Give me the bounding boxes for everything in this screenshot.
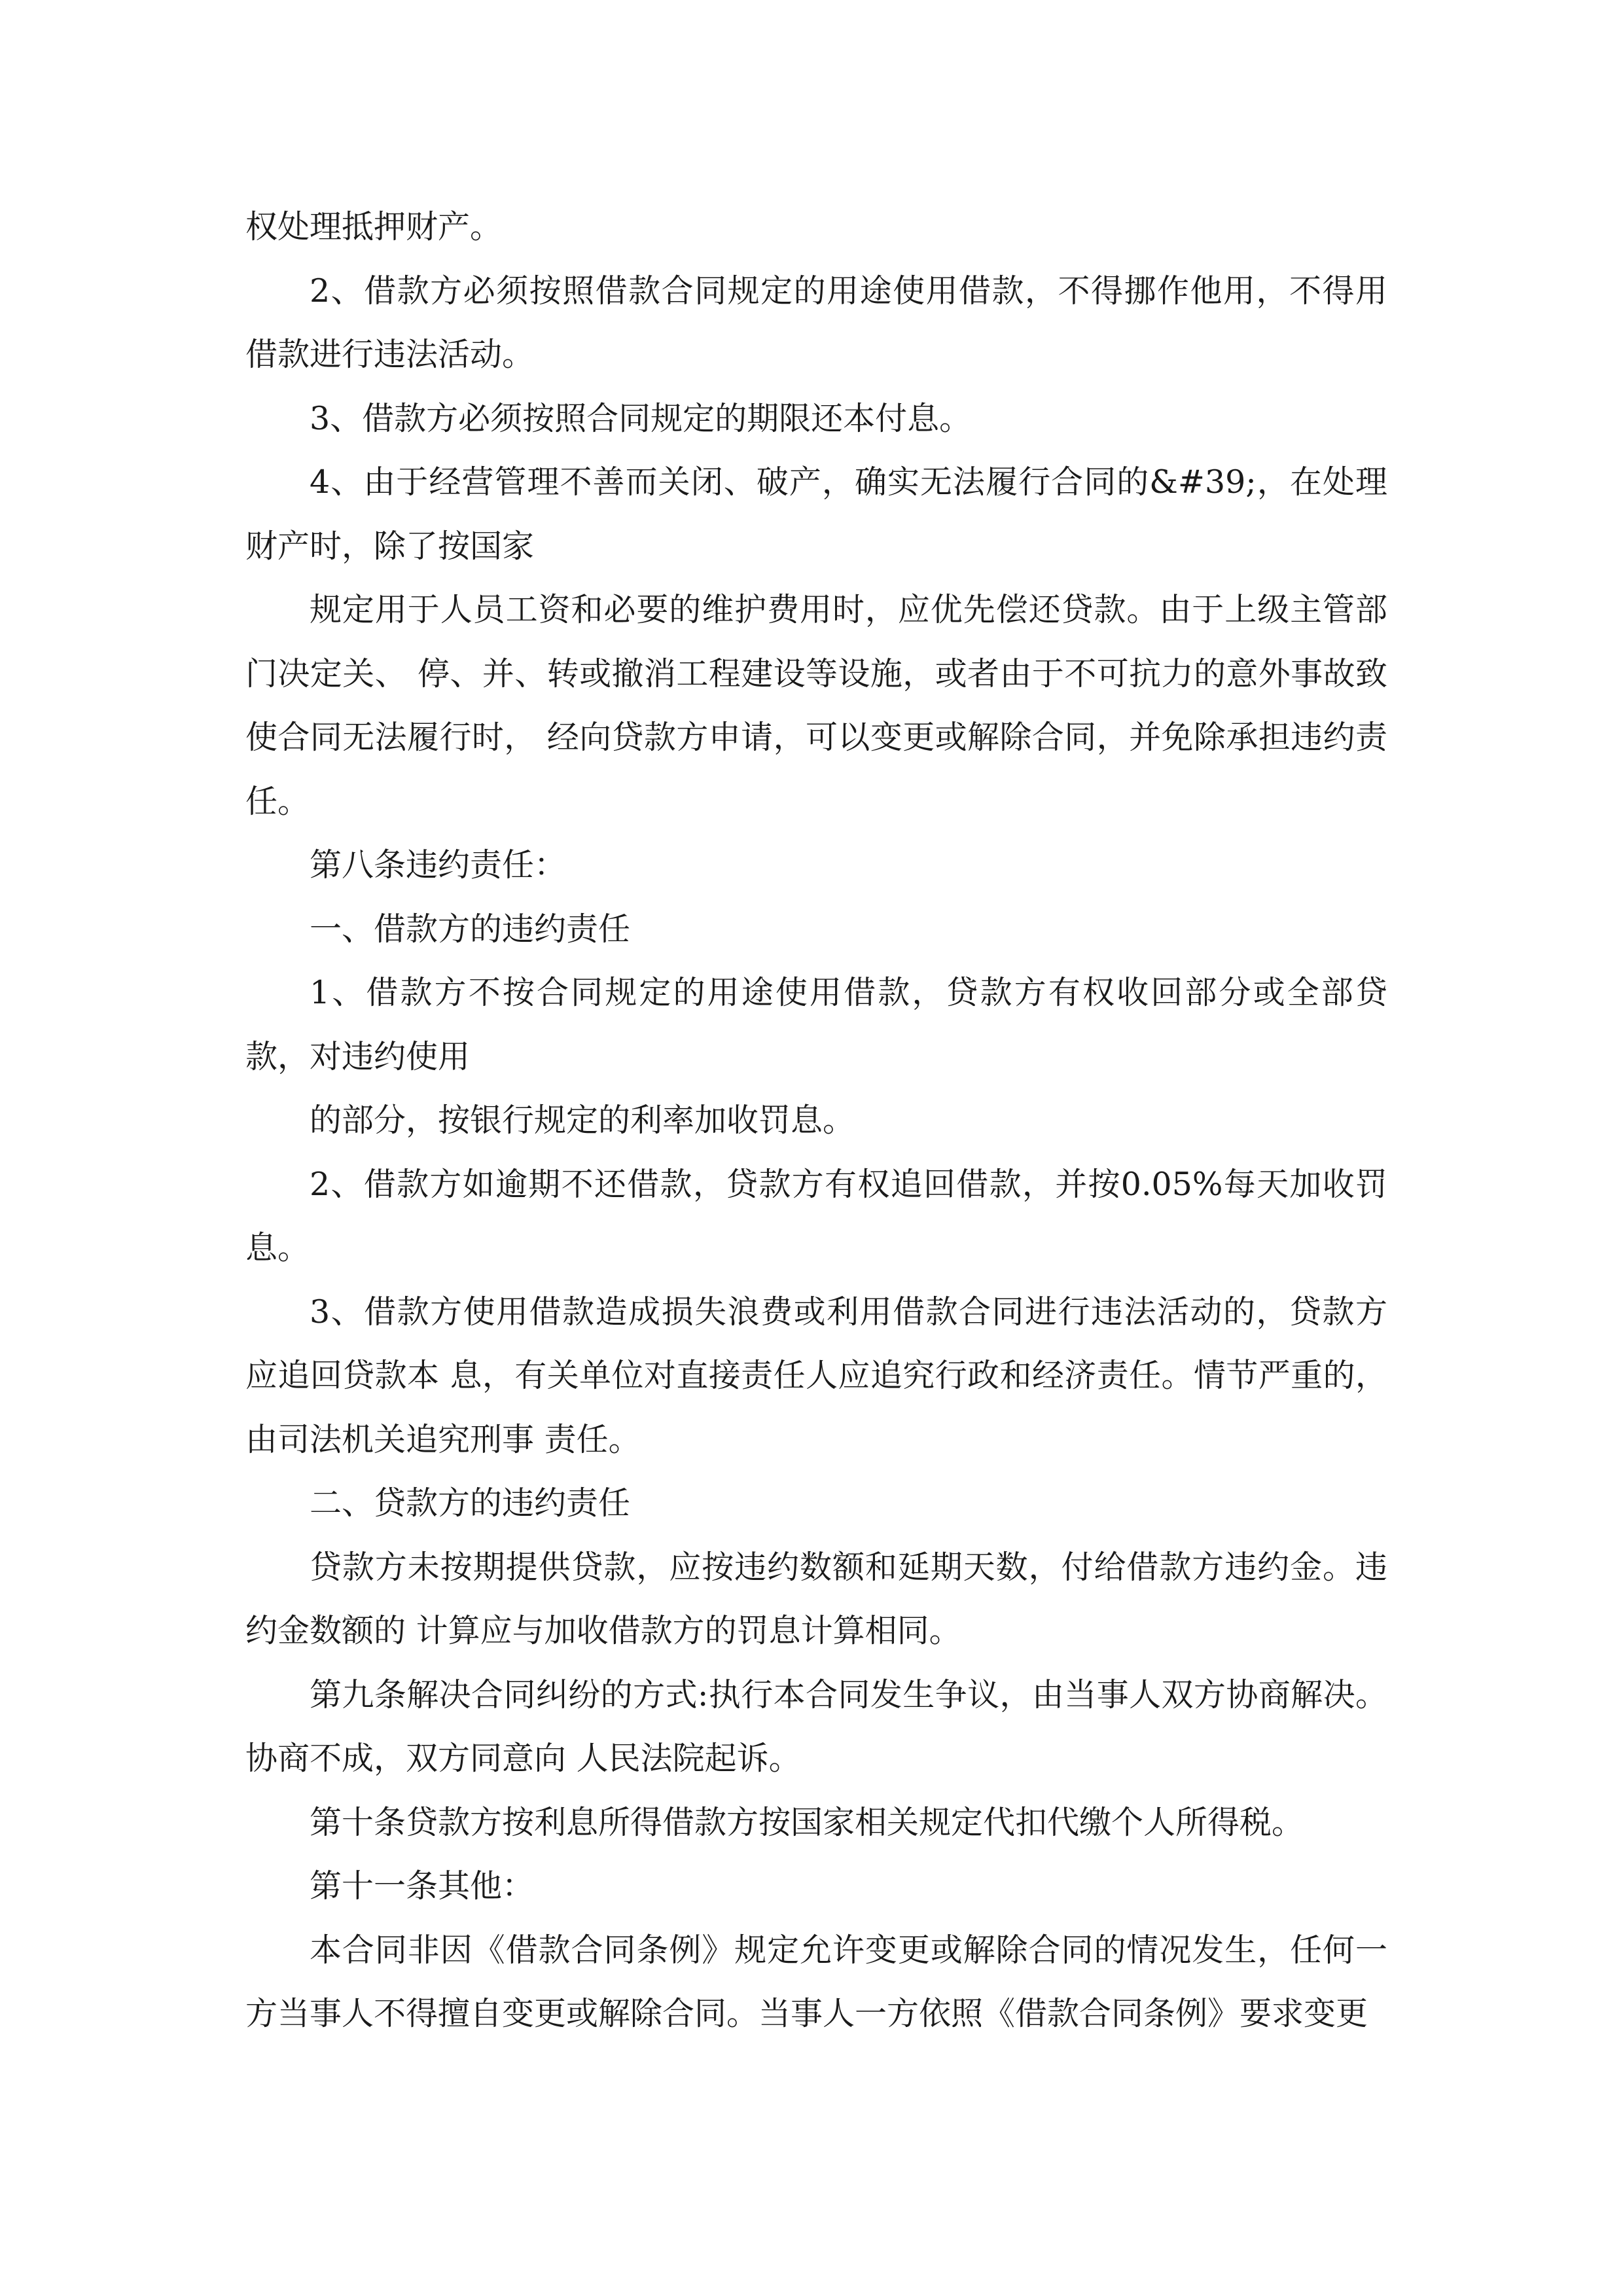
paragraph-2: 3、借款方必须按照合同规定的期限还本付息。 xyxy=(310,399,972,437)
paragraph-10: 3、借款方使用借款造成损失浪费或利用借款合同进行违法活动的，贷款方应追回贷款本 息，有关单位对直接责任人应追究行政和经济责任。情节严重的，由司法机关追究刑事 责任。 xyxy=(245,1293,1387,1458)
article-11-heading: 第十一条其他： xyxy=(310,1867,535,1905)
paragraph-4: 规定用于人员工资和必要的维护费用时，应优先偿还贷款。由于上级主管部门决定关、 停、并、转或撤消工程建设等设施，或者由于不可抗力的意外事故致使合同无法履行时， 经向贷款方申请，可以变更或解除合同，并免除承担违约责任。 xyxy=(245,591,1387,820)
lender-liability-heading: 二、贷款方的违约责任 xyxy=(310,1484,631,1522)
paragraph-3: 4、由于经营管理不善而关闭、破产，确实无法履行合同的&#39;，在处理财产时，除了按国家 xyxy=(245,463,1387,565)
paragraph-16: 本合同非因《借款合同条例》规定允许变更或解除合同的情况发生，任何一方当事人不得擅自变更或解除合同。当事人一方依照《借款合同条例》要求变更 xyxy=(245,1931,1387,2032)
paragraph-0: 权处理抵押财产。 xyxy=(245,208,503,245)
paragraph-12: 贷款方未按期提供贷款，应按违约数额和延期天数，付给借款方违约金。违约金数额的 计算应与加收借款方的罚息计算相同。 xyxy=(245,1548,1387,1649)
article-10-paragraph: 第十条贷款方按利息所得借款方按国家相关规定代扣代缴个人所得税。 xyxy=(310,1803,1304,1841)
document-body xyxy=(245,195,1387,2046)
article-8-heading: 第八条违约责任： xyxy=(310,846,567,884)
paragraph-9: 2、借款方如逾期不还借款，贷款方有权追回借款，并按0.05%每天加收罚息。 xyxy=(245,1165,1387,1266)
paragraph-7: 1、借款方不按合同规定的用途使用借款，贷款方有权收回部分或全部贷款，对违约使用 xyxy=(245,974,1387,1075)
paragraph-1: 2、借款方必须按照借款合同规定的用途使用借款，不得挪作他用，不得用借款进行违法活动。 xyxy=(245,272,1387,373)
paragraph-8: 的部分，按银行规定的利率加收罚息。 xyxy=(310,1102,855,1139)
article-9-paragraph: 第九条解决合同纠纷的方式:执行本合同发生争议，由当事人双方协商解决。协商不成，双方同意向 人民法院起诉。 xyxy=(245,1676,1387,1777)
borrower-liability-heading: 一、借款方的违约责任 xyxy=(310,910,631,948)
